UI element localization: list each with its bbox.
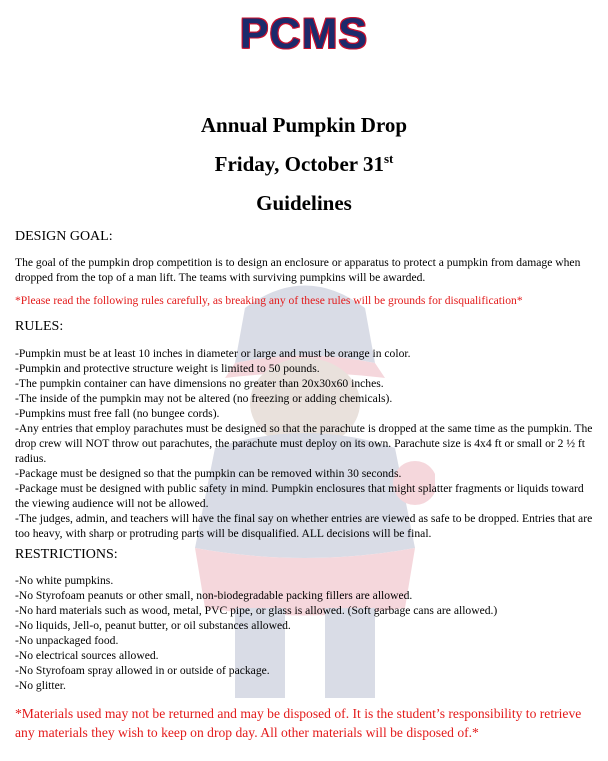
restrictions-list [15,573,593,693]
materials-disposal-note: *Materials used may not be returned and may be disposed of. It is the student’s responsibility to retrieve any materials they wish to keep on drop day. All other materials will be disposed of.* [15,706,582,740]
restriction-item: -No Styrofoam peanuts or other small, non-biodegradable packing fillers are allowed. [15,589,413,602]
restriction-item: -No white pumpkins. [15,574,114,587]
restriction-item: -No liquids, Jell-o, peanut butter, or oil substances allowed. [15,619,291,632]
rule-item: -The judges, admin, and teachers will have the final say on whether entries are viewed as safe to be dropped. Entries that are too heavy, with sharp or protruding parts will be disqualified. ALL decisions will be final. [15,512,593,540]
pcms-logo: PCMS [239,10,369,58]
restriction-item: -No hard materials such as wood, metal, PVC pipe, or glass is allowed. (Soft garbage cans are allowed.) [15,604,498,617]
date-suffix: st [383,151,394,166]
design-goal-text: The goal of the pumpkin drop competition is to design an enclosure or apparatus to protect a pumpkin from damage when dropped from the top of a man lift. The teams with surviving pumpkins will be awarded. [15,256,581,284]
rules-heading: RULES: [15,319,64,334]
rules-list [15,346,593,541]
disqualification-warning: *Please read the following rules carefully, as breaking any of these rules will be grounds for disqualification* [15,294,523,307]
page-title: Annual Pumpkin Drop [200,113,408,137]
rule-item: -The inside of the pumpkin may not be altered (no freezing or adding chemicals). [15,392,393,405]
rule-item: -Pumpkin must be at least 10 inches in diameter or large and must be orange in color. [15,347,411,360]
restriction-item: -No unpackaged food. [15,634,119,647]
rule-item: -Any entries that employ parachutes must be designed so that the parachute is dropped at the same time as the pumpkin. The drop crew will NOT throw out parachutes, the parachute must deploy on its own. Parachute size is 4x4 ft or small or 2 ½ ft radius. [15,422,593,465]
restrictions-heading: RESTRICTIONS: [15,547,118,562]
event-date [0,152,608,177]
rule-item: -Package must be designed with public safety in mind. Pumpkin enclosures that might splatter fragments or liquids toward the viewing audience will not be allowed. [15,482,584,510]
design-goal-heading: DESIGN GOAL: [15,229,113,244]
rule-item: -Pumpkins must free fall (no bungee cords). [15,407,220,420]
event-date-text: Friday, October 31 [214,152,384,176]
rule-item: -The pumpkin container can have dimensions no greater than 20x30x60 inches. [15,377,384,390]
rule-item: -Pumpkin and protective structure weight is limited to 50 pounds. [15,362,320,375]
restriction-item: -No electrical sources allowed. [15,649,159,662]
restriction-item: -No Styrofoam spray allowed in or outside of package. [15,664,270,677]
restriction-item: -No glitter. [15,679,66,692]
rule-item: -Package must be designed so that the pumpkin can be removed within 30 seconds. [15,467,402,480]
page-subtitle: Guidelines [256,191,352,215]
